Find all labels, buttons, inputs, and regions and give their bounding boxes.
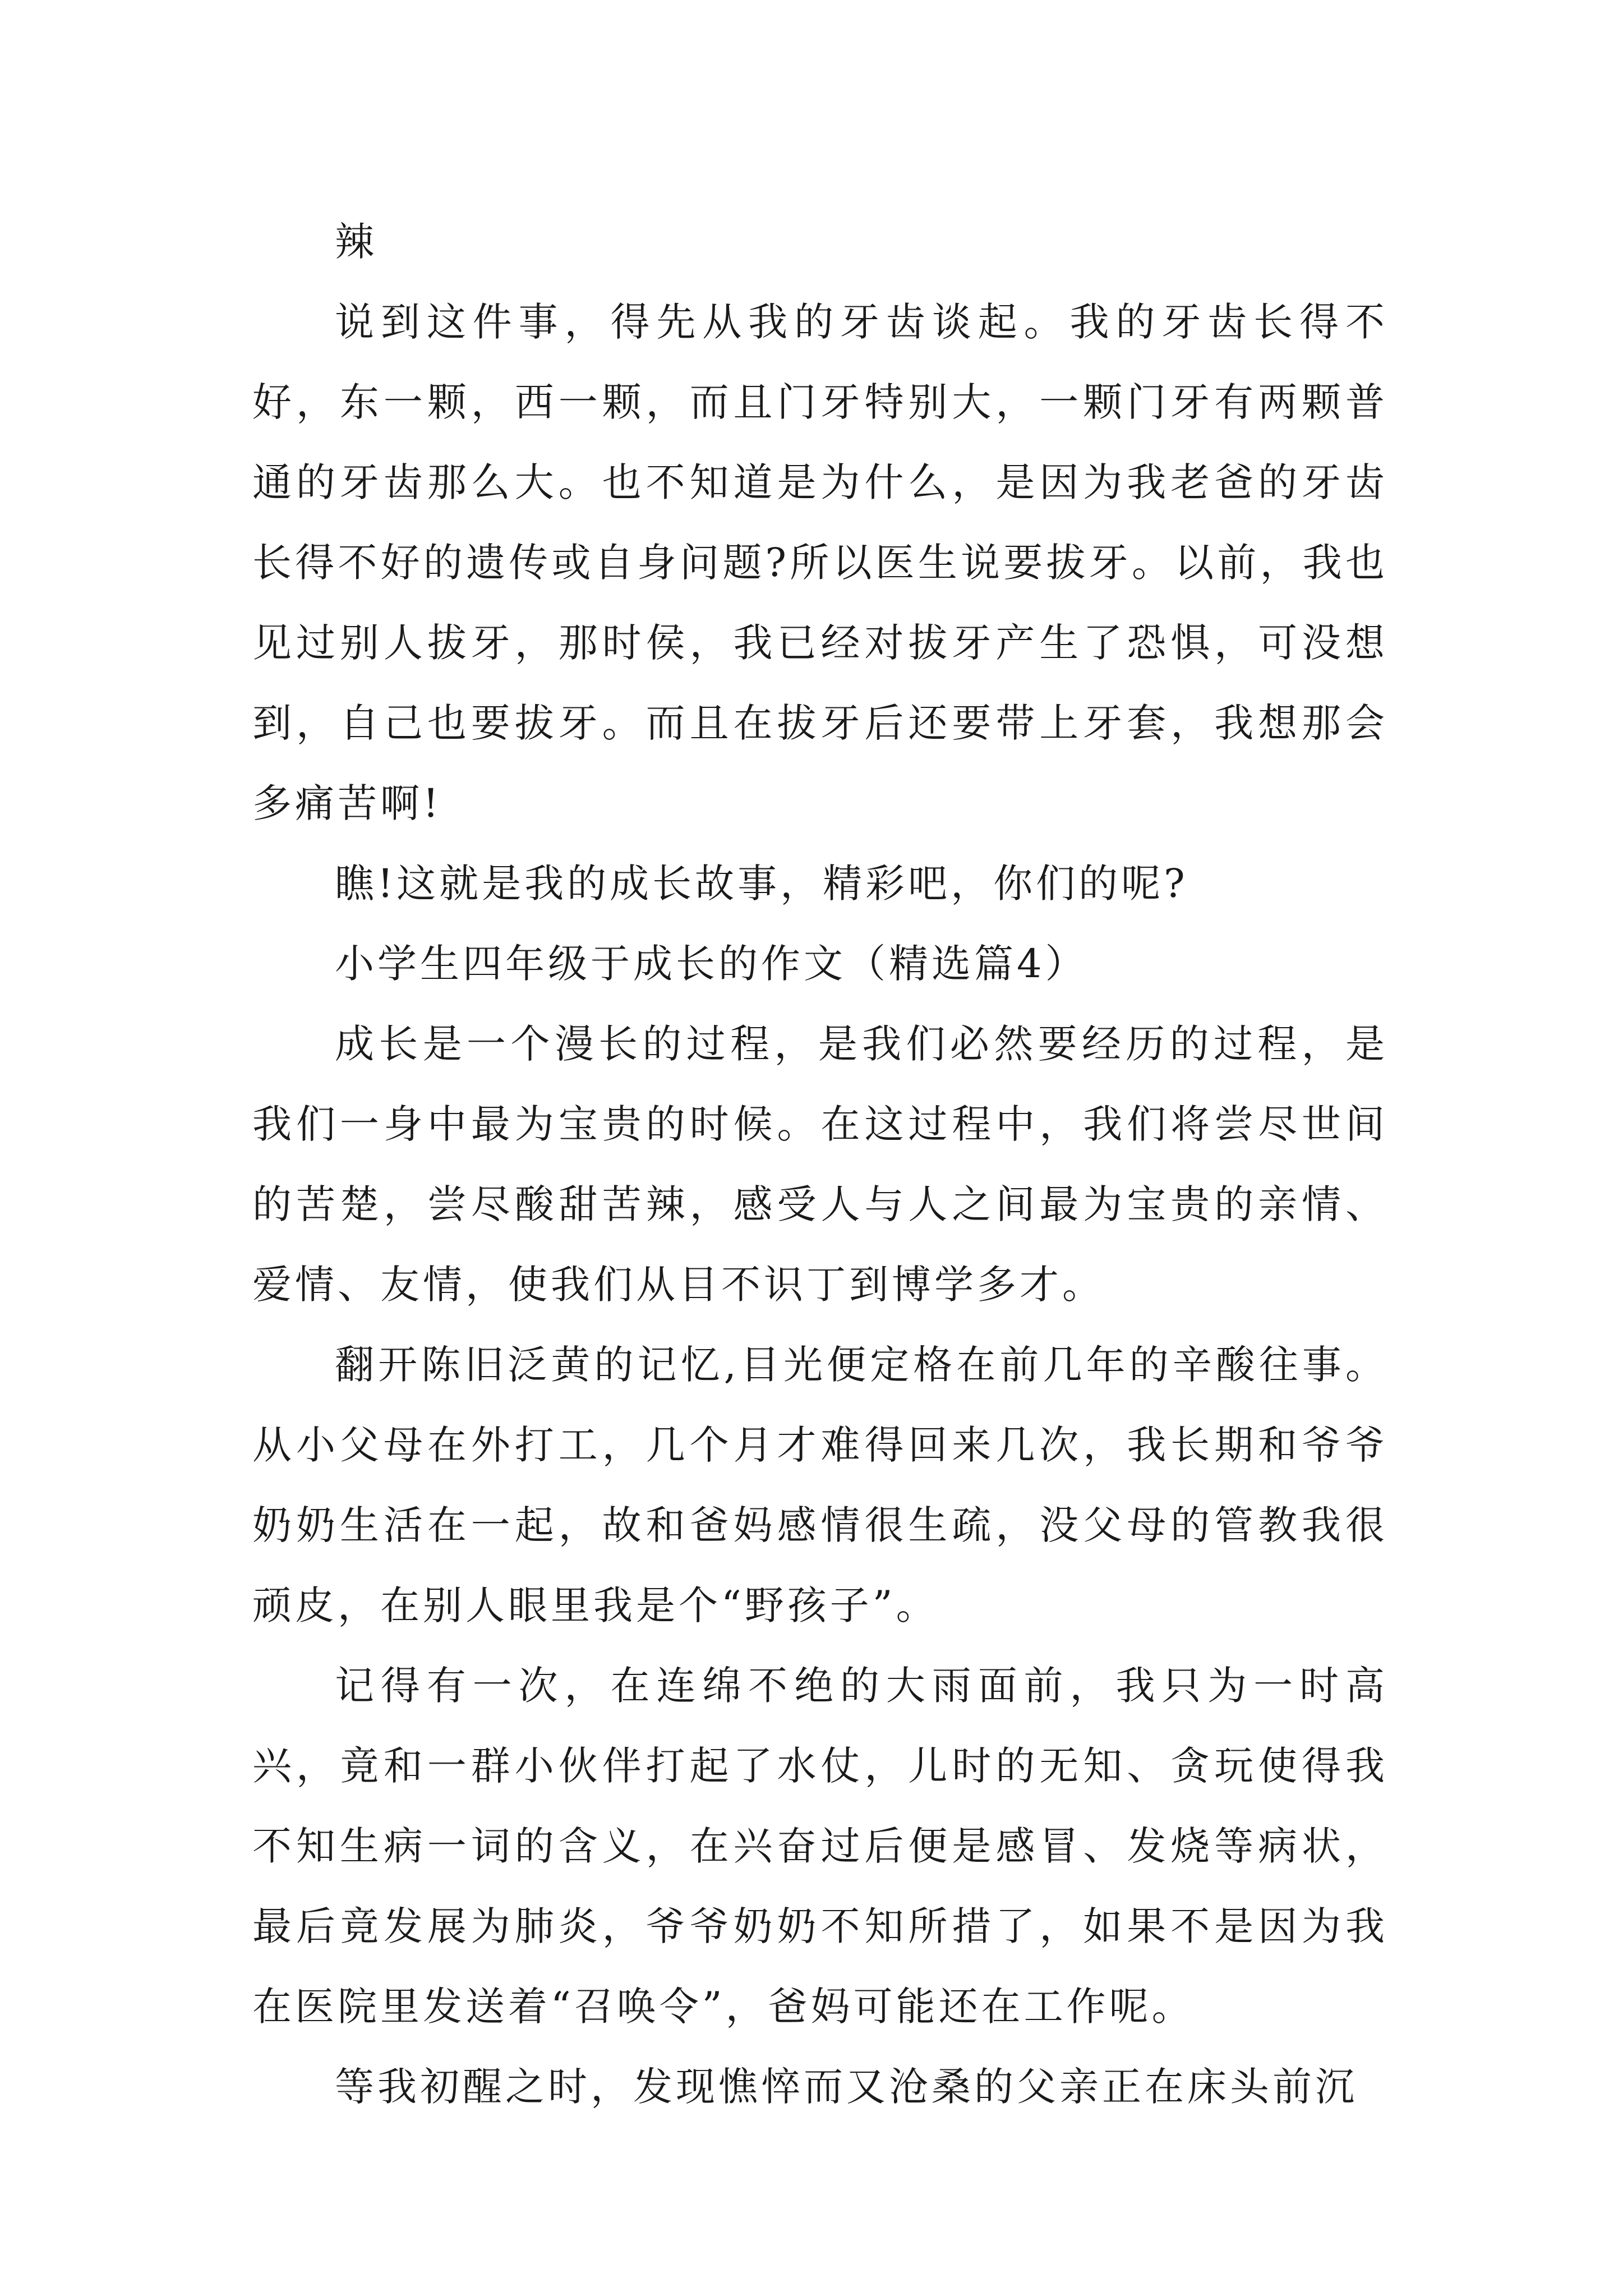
paragraph-conclusion: 瞧!这就是我的成长故事，精彩吧，你们的呢? <box>335 861 1188 907</box>
paragraph-rain-story: 记得有一次，在连绵不绝的大雨面前，我只为一时高兴，竟和一群小伙伴打起了水仗，儿时的无知、贪玩使得我不知生病一词的含义，在兴奋过后便是感冒、发烧等病状，最后竟发展为肺炎，爷爷奶奶不知所措了，如果不是因为我在医院里发送着“召唤令”，爸妈可能还在工作呢。 <box>252 1663 1388 2030</box>
paragraph-memories: 翻开陈旧泛黄的记忆,目光便定格在前几年的辛酸往事。从小父母在外打工，几个月才难得回来几次，我长期和爷爷奶奶生活在一起，故和爸妈感情很生疏，没父母的管教我很顽皮，在别人眼里我是个“野孩子”。 <box>252 1342 1388 1628</box>
paragraph-growth-intro: 成长是一个漫长的过程，是我们必然要经历的过程，是我们一身中最为宝贵的时候。在这过程中，我们将尝尽世间的苦楚，尝尽酸甜苦辣，感受人与人之间最为宝贵的亲情、爱情、友情，使我们从目不识丁到博学多才。 <box>252 1021 1388 1308</box>
paragraph-waking: 等我初醒之时，发现憔悴而又沧桑的父亲正在床头前沉 <box>335 2064 1358 2110</box>
paragraph-tooth-story: 说到这件事，得先从我的牙齿谈起。我的牙齿长得不好，东一颗，西一颗，而且门牙特别大，一颗门牙有两颗普通的牙齿那么大。也不知道是为什么，是因为我老爸的牙齿长得不好的遗传或自身问题?所以医生说要拔牙。以前，我也见过别人拔牙，那时侯，我已经对拔牙产生了恐惧，可没想到，自己也要拔牙。而且在拔牙后还要带上牙套，我想那会多痛苦啊! <box>252 299 1388 826</box>
paragraph-fragment: 辣 <box>335 219 377 265</box>
document-body <box>252 202 1388 2127</box>
section-heading: 小学生四年级于成长的作文（精选篇4） <box>335 941 1088 987</box>
